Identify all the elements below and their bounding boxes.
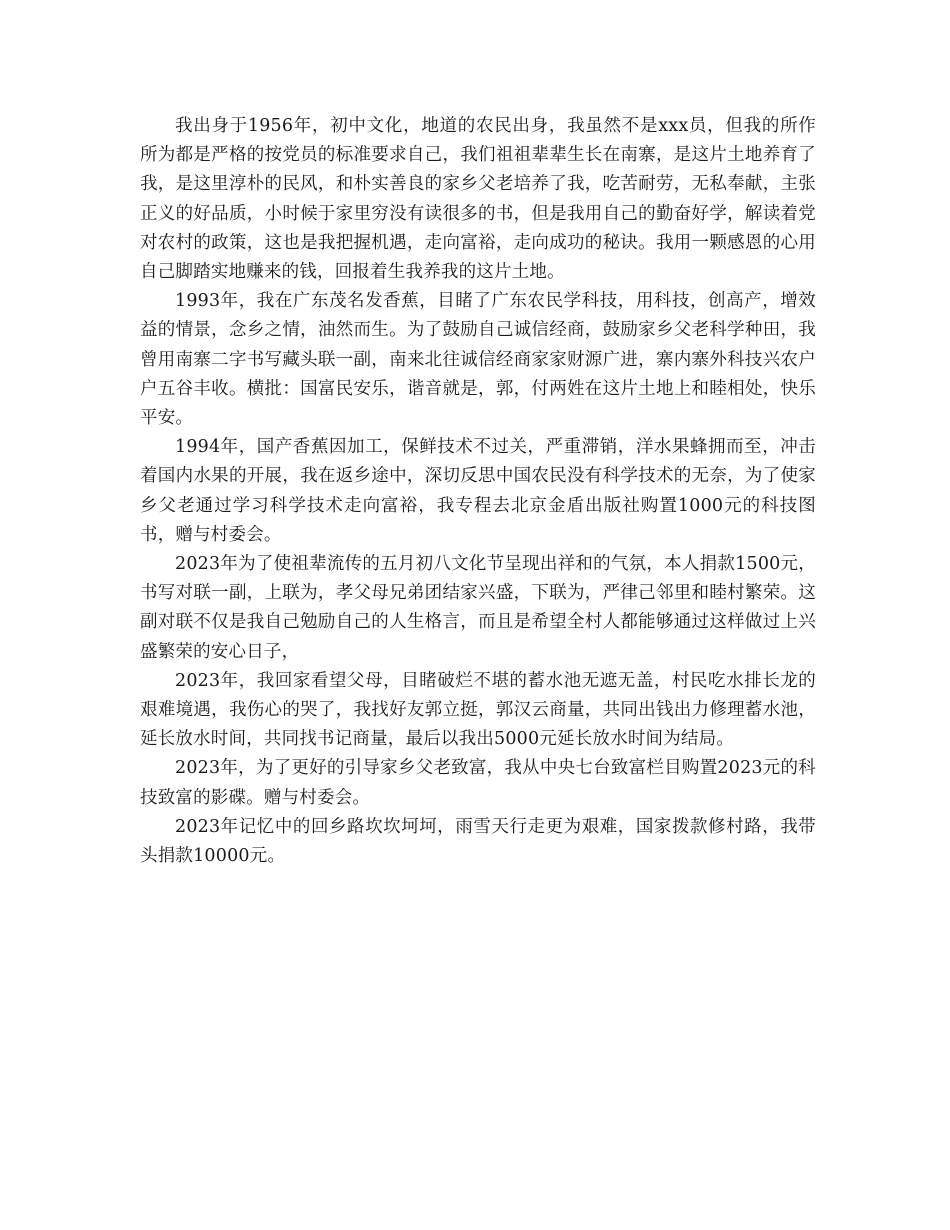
paragraph-1: 我出身于1956年，初中文化，地道的农民出身，我虽然不是xxx员，但我的所作所为都是严格的按党员的标准要求自己，我们祖祖辈辈生长在南寨，是这片土地养育了我，是这里淳朴的民风，和朴实善良的家乡父老培养了我，吃苦耐劳，无私奉献，主张正义的好品质，小时候于家里穷没有读很多的书，但是我用自己的勤奋好学，解读着党对农村的政策，这也是我把握机遇，走向富裕，走向成功的秘诀。我用一颗感恩的心用自己脚踏实地赚来的钱，回报着生我养我的这片土地。 bbox=[140, 116, 816, 283]
document-body bbox=[140, 112, 816, 871]
paragraph-3: 1994年，国产香蕉因加工，保鲜技术不过关，严重滞销，洋水果蜂拥而至，冲击着国内水果的开展，我在返乡途中，深切反思中国农民没有科学技术的无奈，为了使家乡父老通过学习科学技术走向富裕，我专程去北京金盾出版社购置1000元的科技图书，赠与村委会。 bbox=[140, 437, 816, 545]
paragraph-4: 2023年为了使祖辈流传的五月初八文化节呈现出祥和的气氛，本人捐款1500元，书写对联一副，上联为，孝父母兄弟团结家兴盛，下联为，严律己邻里和睦村繁荣。这副对联不仅是我自己勉励自己的人生格言，而且是希望全村人都能够通过这样做过上兴盛繁荣的安心日子， bbox=[140, 554, 816, 662]
paragraph-5: 2023年，我回家看望父母，目睹破烂不堪的蓄水池无遮无盖，村民吃水排长龙的艰难境遇，我伤心的哭了，我找好友郭立挺，郭汉云商量，共同出钱出力修理蓄水池，延长放水时间，共同找书记商量，最后以我出5000元延长放水时间为结局。 bbox=[140, 670, 816, 750]
paragraph-6: 2023年，为了更好的引导家乡父老致富，我从中央七台致富栏目购置2023元的科技致富的影碟。赠与村委会。 bbox=[140, 758, 816, 808]
paragraph-2: 1993年，我在广东茂名发香蕉，目睹了广东农民学科技，用科技，创高产，增效益的情景，念乡之情，油然而生。为了鼓励自己诚信经商，鼓励家乡父老科学种田，我曾用南寨二字书写藏头联一副，南来北往诚信经商家家财源广进，寨内寨外科技兴农户户五谷丰收。横批：国富民安乐，谐音就是，郭，付两姓在这片土地上和睦相处，快乐平安。 bbox=[140, 291, 816, 429]
paragraph-7: 2023年记忆中的回乡路坎坎坷坷，雨雪天行走更为艰难，国家拨款修村路，我带头捐款10000元。 bbox=[140, 816, 816, 867]
